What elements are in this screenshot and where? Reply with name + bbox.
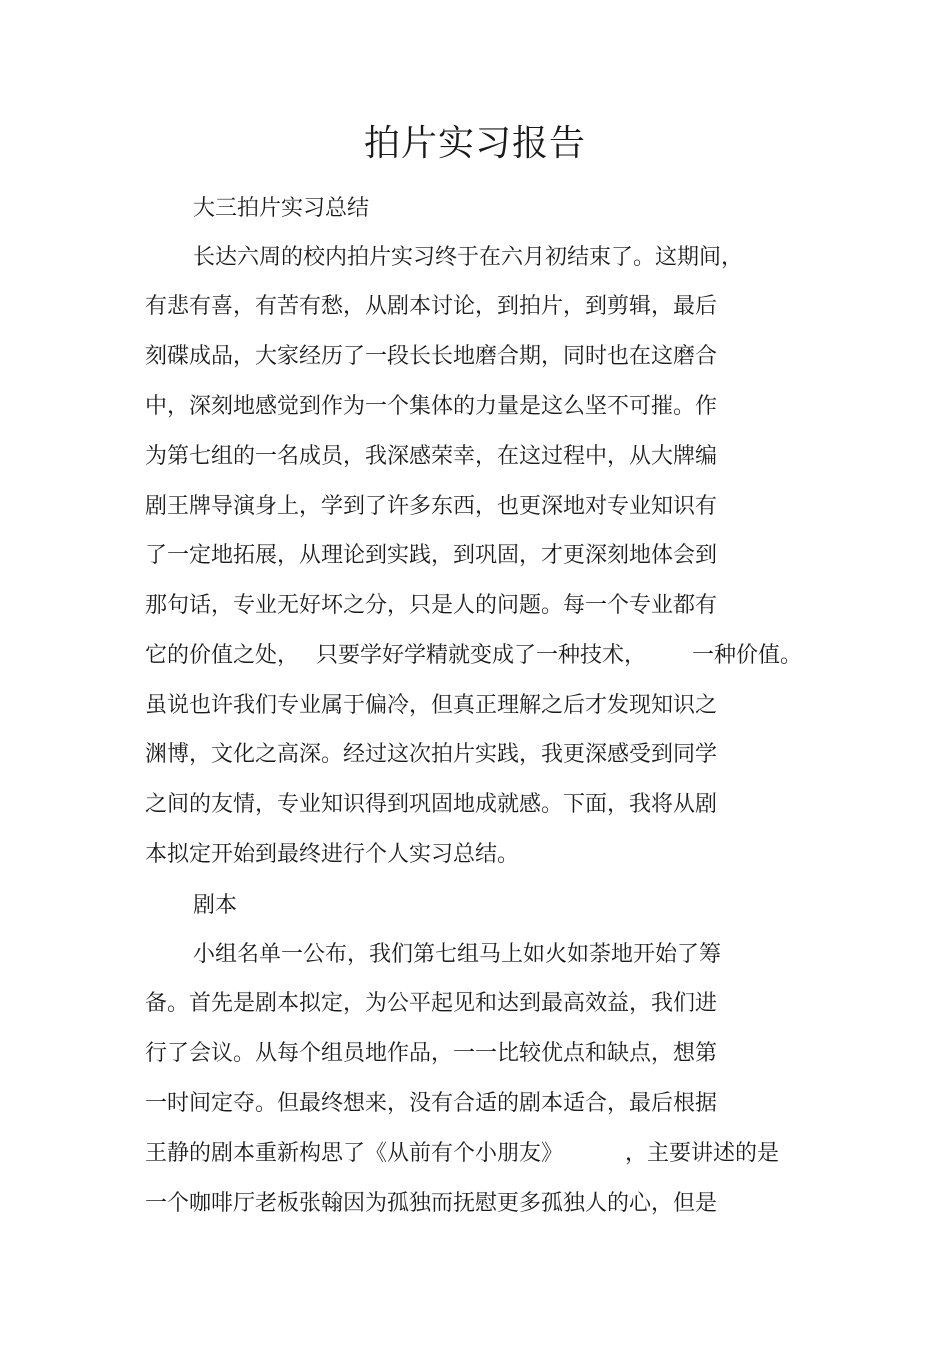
paragraph-line-split <box>145 641 805 671</box>
line-segment: 只要学好学精就变成了一种技术， <box>316 643 647 668</box>
paragraph-line: 那句话，专业无好坏之分，只是人的问题。每一个专业都有 <box>145 593 718 618</box>
paragraph-line: 一时间定夺。但最终想来，没有合适的剧本适合，最后根据 <box>145 1091 718 1116</box>
paragraph-line: 剧王牌导演身上，学到了许多东西，也更深地对专业知识有 <box>145 494 718 519</box>
paragraph-line: 刻碟成品，大家经历了一段长长地磨合期，同时也在这磨合 <box>145 344 718 369</box>
line-segment: 一种价值。 <box>692 643 803 668</box>
paragraph-line: 为第七组的一名成员，我深感荣幸，在这过程中，从大牌编 <box>145 444 718 469</box>
paragraph-line: 了一定地拓展，从理论到实践，到巩固，才更深刻地体会到 <box>145 543 718 568</box>
paragraph-line: 本拟定开始到最终进行个人实习总结。 <box>145 842 520 867</box>
paragraph-line: 行了会议。从每个组员地作品，一一比较优点和缺点，想第 <box>145 1041 718 1066</box>
paragraph-line: 之间的友情，专业知识得到巩固地成就感。下面，我将从剧 <box>145 792 718 817</box>
document-title: 拍片实习报告 <box>363 123 586 164</box>
section-heading: 剧本 <box>193 893 238 918</box>
paragraph-line: 备。首先是剧本拟定，为公平起见和达到最高效益，我们进 <box>145 991 718 1016</box>
paragraph-line: 有悲有喜，有苦有愁，从剧本讨论，到拍片，到剪辑，最后 <box>145 294 718 319</box>
paragraph-line: 虽说也许我们专业属于偏冷，但真正理解之后才发现知识之 <box>145 693 718 718</box>
document-subtitle: 大三拍片实习总结 <box>193 196 370 221</box>
paragraph-line: 一个咖啡厅老板张翰因为孤独而抚慰更多孤独人的心，但是 <box>145 1191 718 1216</box>
paragraph-line-split <box>145 1139 805 1169</box>
paragraph-line: 中，深刻地感觉到作为一个集体的力量是这么坚不可摧。作 <box>145 394 718 419</box>
line-segment: ，主要讲述的是 <box>625 1141 780 1166</box>
paragraph-line: 渊博，文化之高深。经过这次拍片实践，我更深感受到同学 <box>145 742 718 767</box>
line-segment: 它的价值之处， <box>145 643 300 668</box>
paragraph-line: 小组名单一公布，我们第七组马上如火如荼地开始了筹 <box>193 942 722 967</box>
line-segment: 王静的剧本重新构思了《从前有个小朋友》 <box>145 1141 564 1166</box>
paragraph-line: 长达六周的校内拍片实习终于在六月初结束了。这期间， <box>193 245 744 270</box>
